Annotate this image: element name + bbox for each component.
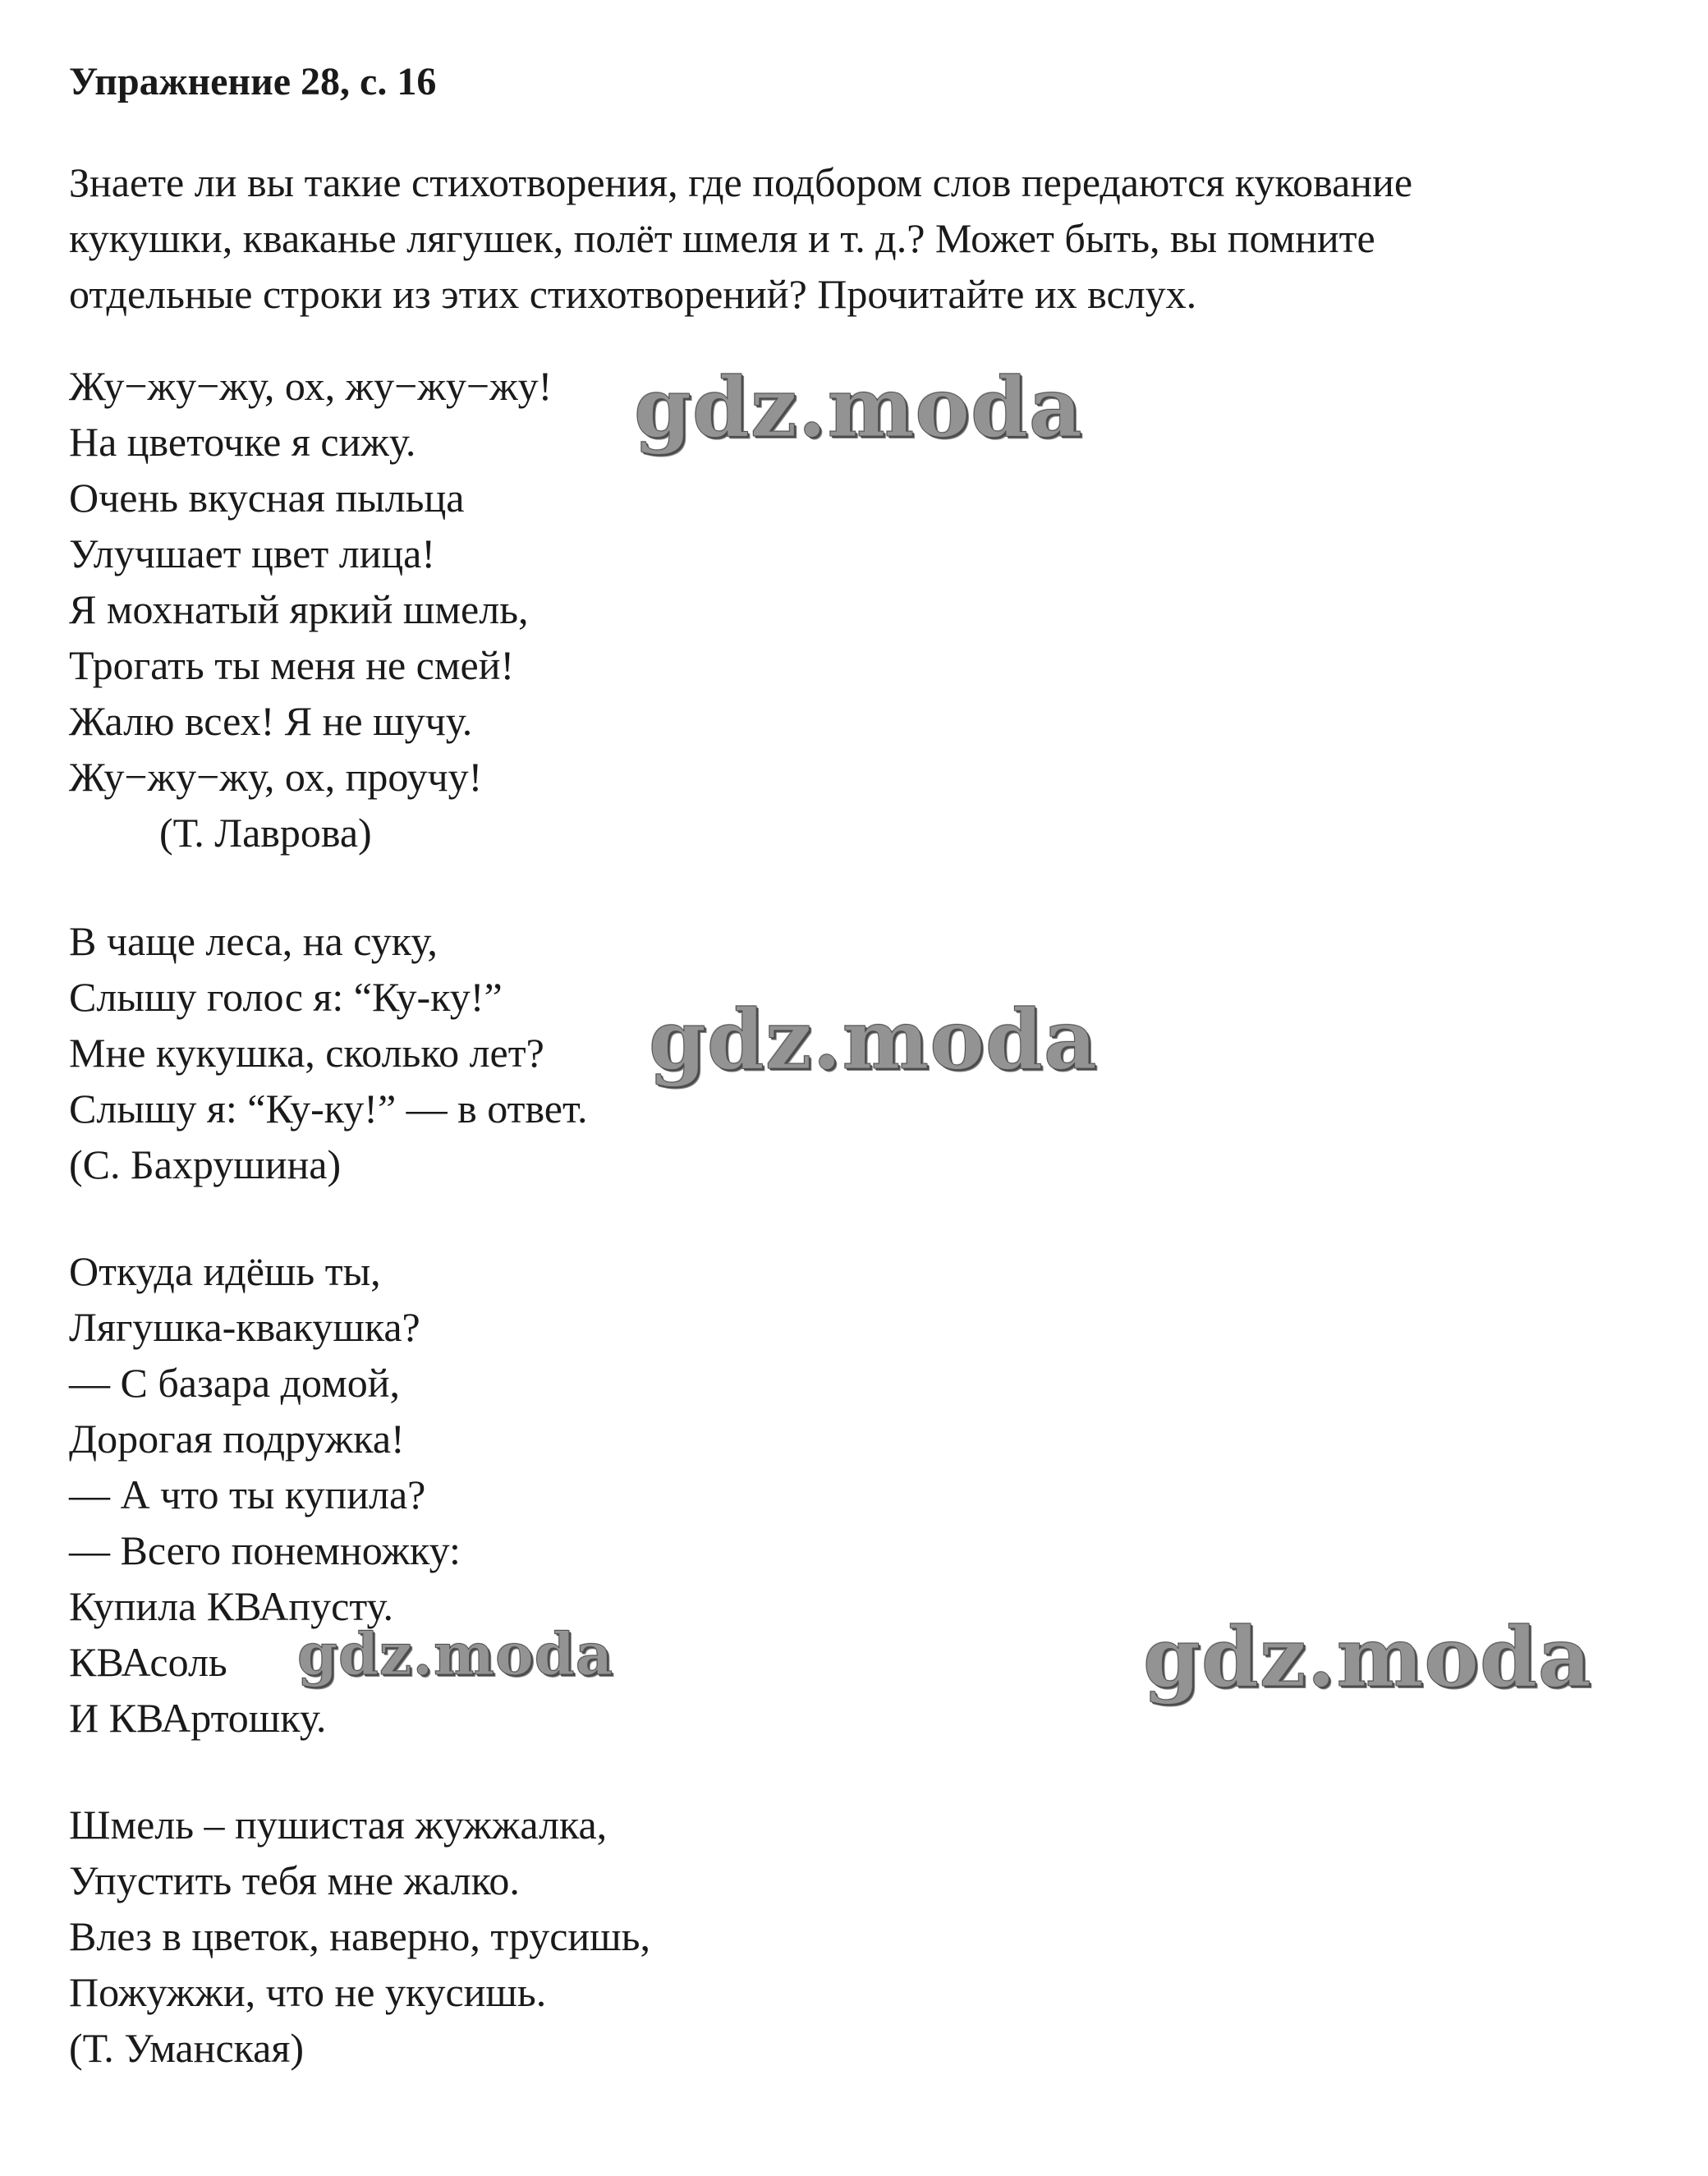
watermark: gdz.moda xyxy=(634,359,1083,456)
poem-line: Жу−жу−жу, ох, проучу! xyxy=(69,754,483,800)
poem-line: Я мохнатый яркий шмель, xyxy=(69,586,529,632)
poem-line: Жу−жу−жу, ох, жу−жу−жу! xyxy=(69,363,553,409)
poem-author: (С. Бахрушина) xyxy=(69,1141,342,1187)
watermark: gdz.moda xyxy=(649,991,1098,1088)
poem-line: — А что ты купила? xyxy=(69,1471,426,1517)
poem-line: Купила КВАпусту. xyxy=(69,1583,394,1629)
poem-line: И КВАртошку. xyxy=(69,1695,327,1741)
task-text xyxy=(69,154,1678,322)
poem-umanskaya xyxy=(69,1797,650,2076)
poem-line: Упустить тебя мне жалко. xyxy=(69,1857,520,1903)
poem-line: Мне кукушка, сколько лет? xyxy=(69,1030,544,1076)
poem-line: Очень вкусная пыльца xyxy=(69,475,465,521)
watermark: gdz.moda xyxy=(297,1620,614,1688)
poem-line: На цветочке я сижу. xyxy=(69,419,416,465)
poem-line: Слышу голос я: “Ку-ку!” xyxy=(69,974,503,1020)
poem-line: — Всего понемножку: xyxy=(69,1527,461,1573)
poem-author: (Т. Уманская) xyxy=(69,2025,305,2071)
task-line: кукушки, кваканье лягушек, полёт шмеля и т. д.? Может быть, вы помните xyxy=(69,215,1375,261)
poem-line: Улучшает цвет лица! xyxy=(69,530,436,576)
exercise-heading: Упражнение 28, с. 16 xyxy=(69,60,437,103)
poem-line: Дорогая подружка! xyxy=(69,1416,405,1462)
poem-line: КВАсоль xyxy=(69,1639,227,1685)
poem-line: Жалю всех! Я не шучу. xyxy=(69,698,473,744)
poem-line: Лягушка-квакушка? xyxy=(69,1304,420,1350)
poem-line: Трогать ты меня не смей! xyxy=(69,642,515,688)
poem-line: Влез в цветок, наверно, трусишь, xyxy=(69,1913,650,1959)
task-line: Знаете ли вы такие стихотворения, где подбором слов передаются кукование xyxy=(69,159,1413,205)
task-line: отдельные строки из этих стихотворений? Прочитайте их вслух. xyxy=(69,271,1197,317)
poem-line: Шмель – пушистая жужжалка, xyxy=(69,1802,608,1848)
poem-bakhrushina xyxy=(69,913,588,1192)
poem-line: Пожужжи, что не укусишь. xyxy=(69,1969,547,2015)
poem-line: Слышу я: “Ку-ку!” — в ответ. xyxy=(69,1086,588,1132)
poem-lavrova xyxy=(69,358,552,861)
poem-line: В чаще леса, на суку, xyxy=(69,918,438,964)
poem-line: Откуда идёшь ты, xyxy=(69,1248,381,1294)
poem-author: (Т. Лаврова) xyxy=(159,810,372,856)
watermark: gdz.moda xyxy=(1143,1609,1592,1705)
poem-line: — С базара домой, xyxy=(69,1360,401,1406)
